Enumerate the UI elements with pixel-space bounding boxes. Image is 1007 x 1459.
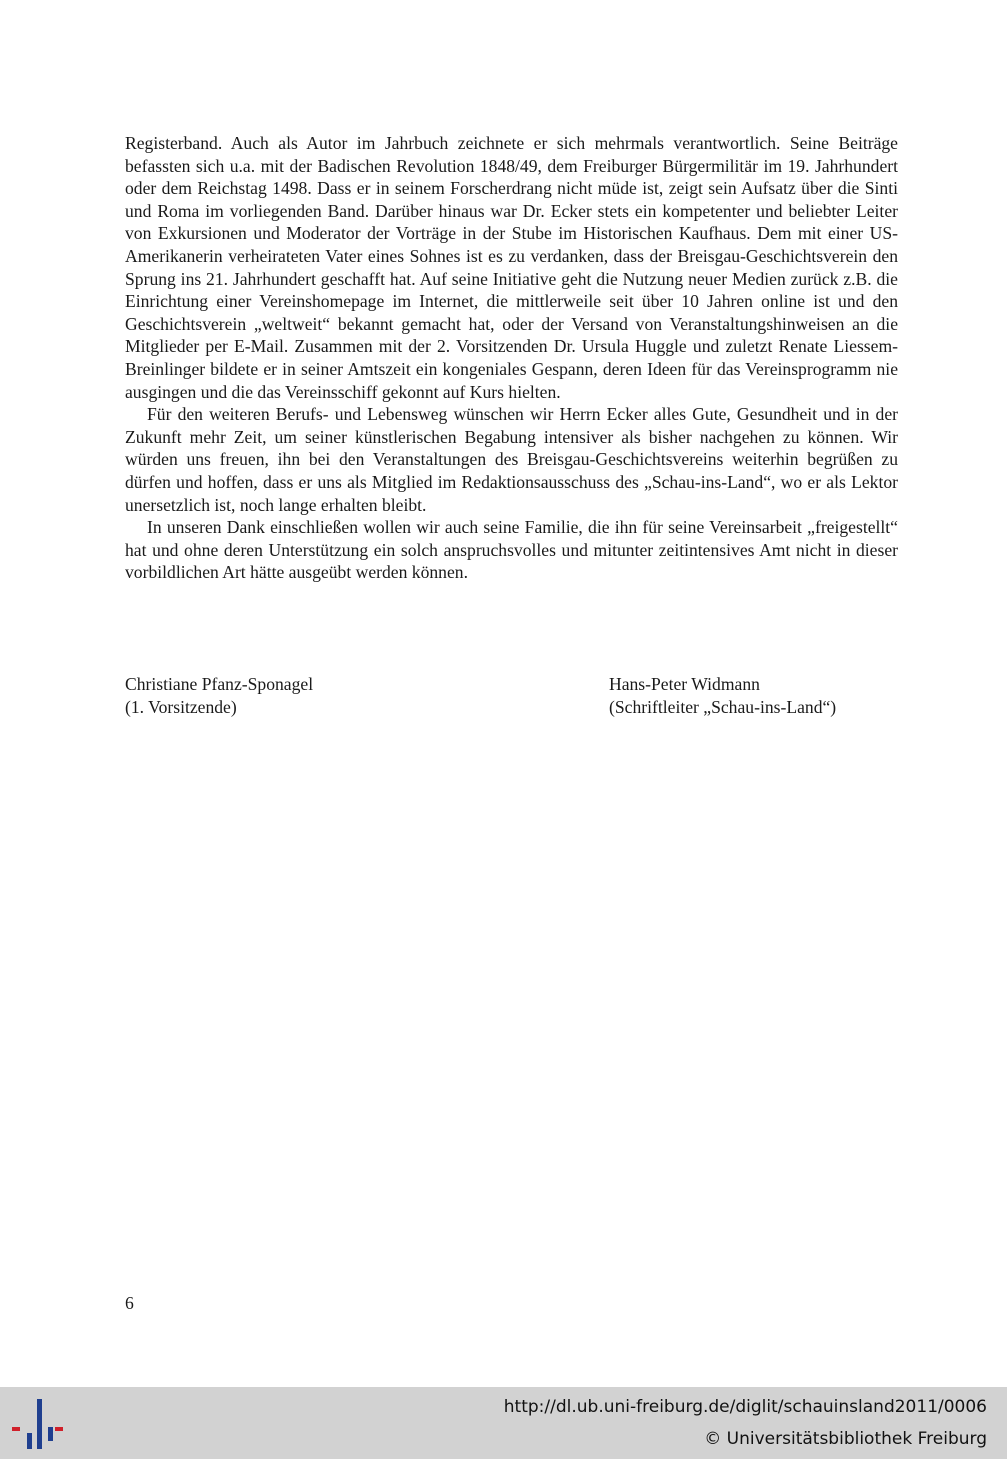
body-paragraph-1: Registerband. Auch als Autor im Jahrbuch zeichnete er sich mehrmals verantwortlich. Seine Beiträge befassten sich u.a. mit der Badischen Revolution 1848/49, dem Freiburger Bürgermilitär im 19. Jahrhundert oder dem Reichstag 1498. Dass er in seinem Forscherdrang nicht müde ist, zeigt sein Aufsatz über die Sinti und Roma im vorliegenden Band. Darüber hinaus war Dr. Ecker stets ein kompetenter und beliebter Leiter von Exkursionen und Moderator der Vorträge in der Stube im Historischen Kaufhaus. Dem mit einer US-Amerikanerin verheirateten Vater eines Sohnes ist es zu verdanken, dass der Breisgau-Geschichtsverein den Sprung ins 21. Jahrhundert geschafft hat. Auf seine Initiative geht die Nutzung neuer Medien zurück z.B. die Einrichtung einer Vereinshomepage im Internet, die mittlerweile seit über 10 Jahren online ist und den Geschichtsverein „weltweit“ bekannt gemacht hat, oder der Versand von Veranstaltungshinweisen an die Mitglieder per E-Mail. Zusammen mit der 2. Vorsitzenden Dr. Ursula Huggle und zuletzt Renate Liessem-Breinlinger bildete er in seiner Amtszeit ein kongeniales Gespann, deren Ideen für das Vereinsprogramm nie ausgingen und die das Vereinsschiff gekonnt auf Kurs hielten.	[125, 133, 898, 402]
signature-left-role: (1. Vorsitzende)	[125, 696, 237, 717]
signature-right-name: Hans-Peter Widmann	[609, 674, 760, 694]
ub-freiburg-logo-icon[interactable]	[10, 1399, 66, 1451]
page-number: 6	[125, 1293, 134, 1313]
signature-left-name: Christiane Pfanz-Sponagel	[125, 674, 314, 694]
footer-bar	[0, 1387, 1007, 1459]
body-paragraph-3: In unseren Dank einschließen wollen wir auch seine Familie, die ihn für seine Vereinsarbeit „freigestellt“ hat und ohne deren Unterstützung ein solch anspruchsvolles und mitunter zeitintensives Amt nicht in dieser vorbildlichen Art hätte ausgeübt werden können.	[125, 517, 898, 583]
signature-right-role: (Schriftleiter „Schau-ins-Land“)	[609, 696, 837, 717]
signature-right	[609, 673, 836, 718]
footer-url-link[interactable]: http://dl.ub.uni-freiburg.de/diglit/schauinsland2011/0006	[503, 1397, 987, 1417]
footer-copyright: © Universitätsbibliothek Freiburg	[704, 1429, 987, 1449]
body-paragraph-2: Für den weiteren Berufs- und Lebensweg wünschen wir Herrn Ecker alles Gute, Gesundheit und in der Zukunft mehr Zeit, um seiner künstlerischen Begabung intensiver als bisher nachgehen zu können. Wir würden uns freuen, ihn bei den Veranstaltungen des Breisgau-Geschichtsvereins weiterhin begrüßen zu dürfen und hoffen, dass er uns als Mitglied im Redaktionsausschuss des „Schau-ins-Land“, wo er als Lektor unersetzlich ist, noch lange erhalten bleibt.	[125, 404, 898, 515]
page-body	[125, 132, 898, 584]
signature-left	[125, 673, 313, 718]
